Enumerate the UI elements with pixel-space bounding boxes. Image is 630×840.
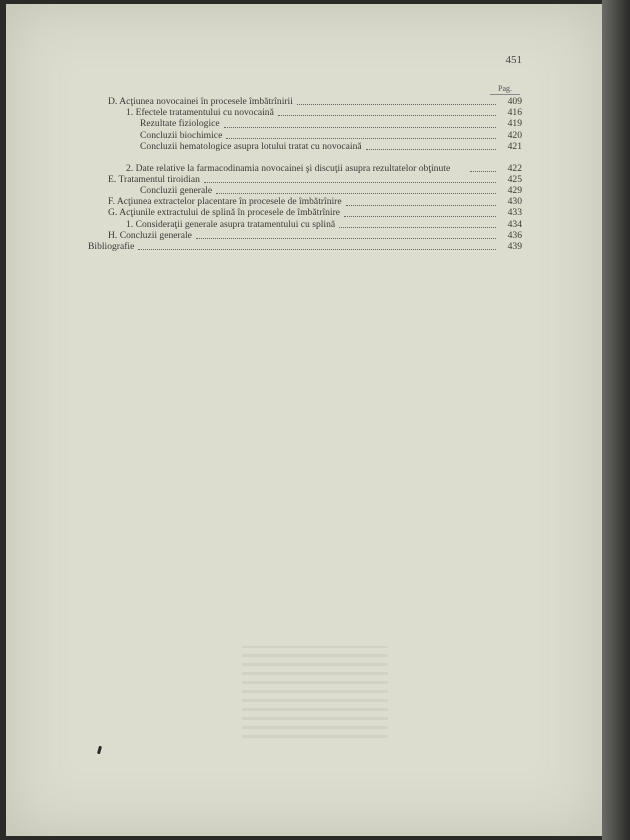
ink-mark (97, 746, 102, 755)
dot-leader (216, 185, 496, 194)
toc-entry-title: Concluzii biochimice (140, 129, 223, 141)
toc-entry-title: Rezultate fiziologice (140, 118, 220, 130)
toc-entry-page: 429 (507, 185, 522, 197)
toc-entry (88, 118, 522, 129)
toc-entry-title: D. Acţiunea novocainei în procesele îmbătrînirii (108, 95, 293, 107)
toc-entry-title: 1. Efectele tratamentului cu novocaină (126, 107, 274, 119)
toc-entry-page: 425 (507, 173, 522, 185)
dot-leader (297, 96, 496, 105)
toc-entry (88, 230, 522, 241)
toc-entry (88, 107, 522, 118)
toc-entry-page: 416 (507, 107, 522, 119)
toc-entry (88, 219, 522, 230)
dot-leader (196, 230, 496, 239)
toc-entry (88, 152, 522, 174)
toc-entry-title: 2. Date relative la farmacodinamia novocainei şi discuţii asupra rezultatelor obţinute (126, 162, 451, 174)
dot-leader (138, 241, 496, 250)
toc-entry (88, 196, 522, 207)
toc-entry (88, 185, 522, 196)
toc-entry (88, 96, 522, 107)
toc-entry-page: 433 (507, 207, 522, 219)
toc-entry-title: G. Acţiunile extractului de splină în procesele de îmbătrînire (108, 207, 341, 219)
toc-entry-title: F. Acţiunea extractelor placentare în procesele de îmbătrînire (108, 196, 342, 208)
toc-entry-page: 434 (507, 218, 522, 230)
dot-leader (339, 219, 496, 228)
page-edge-shadow (602, 0, 630, 840)
dot-leader (346, 197, 496, 206)
toc-entry-title: Concluzii generale (140, 185, 213, 197)
dot-leader (366, 141, 496, 150)
toc-entry-title: H. Concluzii generale (108, 229, 192, 241)
faint-bleedthrough-stamp (242, 646, 388, 738)
toc-entry (88, 130, 522, 141)
toc-entry-page: 419 (507, 118, 522, 130)
toc-entry-page: 422 (507, 162, 522, 174)
toc-entry-title: 1. Consideraţii generale asupra tratamentului cu splină (126, 218, 336, 230)
toc-entry-page: 430 (507, 196, 522, 208)
toc-entry-page: 439 (507, 241, 522, 253)
toc-entry-title: Bibliografie (88, 241, 135, 253)
toc-entry (88, 174, 522, 185)
table-of-contents (88, 96, 522, 252)
toc-entry (88, 141, 522, 152)
toc-entry-page: 436 (507, 229, 522, 241)
dot-leader (204, 174, 496, 183)
page-number: 451 (505, 54, 522, 66)
dot-leader (224, 119, 496, 128)
dot-leader (226, 130, 496, 139)
dot-leader (344, 208, 496, 217)
toc-entry (88, 208, 522, 219)
page-column-label: Pag. (490, 84, 520, 95)
dot-leader (278, 107, 496, 116)
toc-entry-title: Concluzii hematologice asupra lotului tratat cu novocaină (140, 140, 362, 152)
book-page (6, 4, 602, 836)
toc-entry-page: 409 (507, 95, 522, 107)
toc-entry (88, 241, 522, 252)
toc-entry-page: 421 (507, 140, 522, 152)
toc-entry-page: 420 (507, 129, 522, 141)
toc-entry-title: E. Tratamentul tiroidian (108, 173, 200, 185)
dot-leader (470, 163, 496, 172)
